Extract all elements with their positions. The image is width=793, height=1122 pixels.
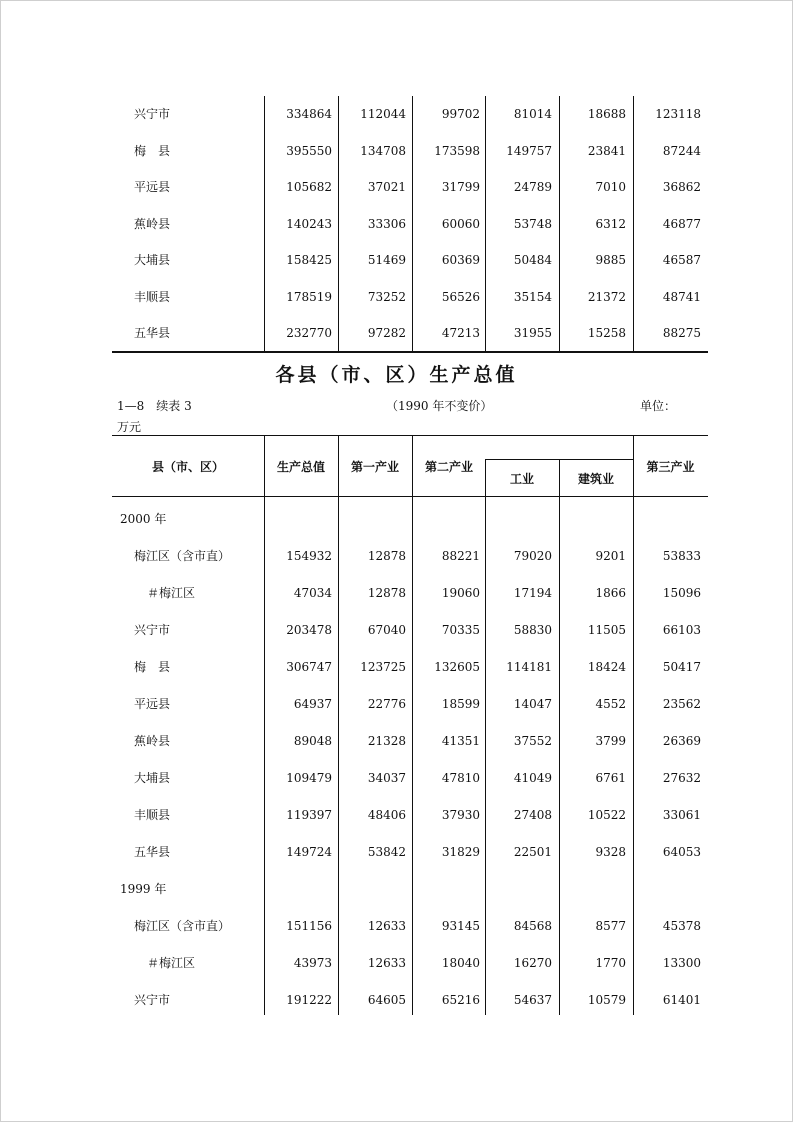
value-cell: 22501 bbox=[513, 845, 552, 859]
value-cell: 105682 bbox=[286, 180, 332, 194]
value-cell: 12633 bbox=[367, 956, 406, 970]
value-cell: 23841 bbox=[587, 143, 626, 158]
value-cell: 35154 bbox=[513, 289, 552, 304]
value-cell: 37021 bbox=[367, 180, 406, 194]
header-primary: 第一产业 bbox=[350, 460, 399, 474]
county-name: 2000 年 bbox=[120, 512, 167, 526]
value-cell: 123118 bbox=[655, 107, 701, 121]
value-cell: 306747 bbox=[286, 660, 332, 674]
county-name: 平远县 bbox=[134, 180, 171, 194]
county-name: 蕉岭县 bbox=[134, 734, 171, 748]
column-rule bbox=[338, 436, 339, 497]
county-name: 兴宁市 bbox=[134, 993, 171, 1007]
value-cell: 26369 bbox=[662, 734, 701, 748]
value-cell: 151156 bbox=[286, 919, 332, 933]
value-cell: 60060 bbox=[441, 216, 480, 231]
value-cell: 395550 bbox=[286, 143, 332, 158]
value-cell: 27632 bbox=[662, 771, 701, 785]
value-cell: 48741 bbox=[662, 289, 701, 304]
header-tertiary: 第三产业 bbox=[646, 460, 695, 474]
value-cell: 134708 bbox=[360, 143, 406, 158]
value-cell: 41351 bbox=[441, 734, 480, 748]
value-cell: 27408 bbox=[513, 808, 552, 822]
value-cell: 81014 bbox=[513, 107, 552, 121]
table-row bbox=[112, 982, 708, 1019]
header-secondary: 第二产业 bbox=[424, 460, 473, 474]
value-cell: 191222 bbox=[286, 993, 332, 1007]
value-cell: 24789 bbox=[513, 180, 552, 194]
value-cell: 31829 bbox=[441, 845, 480, 859]
value-cell: 43973 bbox=[293, 956, 332, 970]
column-rule bbox=[485, 459, 486, 497]
county-name: 兴宁市 bbox=[134, 107, 171, 121]
county-name: 丰顺县 bbox=[134, 289, 171, 304]
county-name: 梅江区（含市直） bbox=[134, 919, 231, 933]
header-gdp: 生产总值 bbox=[276, 460, 325, 474]
value-cell: 112044 bbox=[360, 107, 406, 121]
table-number: 1—8 续表 3 bbox=[117, 399, 192, 413]
value-cell: 47213 bbox=[441, 326, 480, 340]
table-row bbox=[112, 945, 708, 982]
value-cell: 9328 bbox=[595, 845, 626, 859]
value-cell: 149724 bbox=[286, 845, 332, 859]
county-name: 蕉岭县 bbox=[134, 216, 171, 231]
header-top-rule bbox=[112, 435, 708, 436]
value-cell: 4552 bbox=[595, 697, 626, 711]
price-note: （1990 年不变价） bbox=[386, 399, 493, 413]
value-cell: 18688 bbox=[587, 107, 626, 121]
value-cell: 9201 bbox=[595, 549, 626, 563]
header-construction: 建筑业 bbox=[577, 472, 614, 486]
value-cell: 37552 bbox=[513, 734, 552, 748]
value-cell: 10522 bbox=[587, 808, 626, 822]
county-name: 五华县 bbox=[134, 326, 171, 340]
value-cell: 45378 bbox=[662, 919, 701, 933]
value-cell: 50417 bbox=[662, 660, 701, 674]
bottom-table bbox=[112, 497, 708, 1015]
value-cell: 109479 bbox=[286, 771, 332, 785]
top-table bbox=[112, 96, 708, 352]
value-cell: 10579 bbox=[587, 993, 626, 1007]
value-cell: 51469 bbox=[367, 253, 406, 267]
value-cell: 13300 bbox=[662, 956, 701, 970]
value-cell: 12878 bbox=[367, 549, 406, 563]
year-row bbox=[112, 501, 708, 538]
value-cell: 87244 bbox=[662, 143, 701, 158]
value-cell: 154932 bbox=[286, 549, 332, 563]
value-cell: 232770 bbox=[286, 326, 332, 340]
table-row bbox=[112, 649, 708, 686]
value-cell: 14047 bbox=[513, 697, 552, 711]
value-cell: 88221 bbox=[441, 549, 480, 563]
value-cell: 53833 bbox=[662, 549, 701, 563]
table-row bbox=[112, 169, 708, 206]
table-row bbox=[112, 686, 708, 723]
value-cell: 46587 bbox=[662, 253, 701, 267]
table-row bbox=[112, 315, 708, 352]
value-cell: 12878 bbox=[367, 586, 406, 600]
value-cell: 158425 bbox=[286, 253, 332, 267]
value-cell: 7010 bbox=[595, 180, 626, 194]
table-row bbox=[112, 279, 708, 316]
value-cell: 1866 bbox=[595, 586, 626, 600]
value-cell: 31955 bbox=[513, 326, 552, 340]
value-cell: 132605 bbox=[434, 660, 480, 674]
value-cell: 48406 bbox=[367, 808, 406, 822]
value-cell: 97282 bbox=[367, 326, 406, 340]
value-cell: 53842 bbox=[367, 845, 406, 859]
value-cell: 56526 bbox=[441, 289, 480, 304]
value-cell: 64053 bbox=[662, 845, 701, 859]
value-cell: 61401 bbox=[662, 993, 701, 1007]
value-cell: 88275 bbox=[662, 326, 701, 340]
value-cell: 23562 bbox=[662, 697, 701, 711]
value-cell: 65216 bbox=[441, 993, 480, 1007]
value-cell: 178519 bbox=[286, 289, 332, 304]
value-cell: 203478 bbox=[286, 623, 332, 637]
table-row bbox=[112, 242, 708, 279]
value-cell: 70335 bbox=[441, 623, 480, 637]
value-cell: 93145 bbox=[441, 919, 480, 933]
value-cell: 123725 bbox=[360, 660, 406, 674]
value-cell: 58830 bbox=[513, 623, 552, 637]
value-cell: 50484 bbox=[513, 253, 552, 267]
table-row bbox=[112, 797, 708, 834]
county-name: 梅县 bbox=[134, 143, 183, 158]
county-name: 梅县 bbox=[134, 660, 183, 674]
value-cell: 54637 bbox=[513, 993, 552, 1007]
table-row bbox=[112, 538, 708, 575]
value-cell: 6312 bbox=[595, 216, 626, 231]
value-cell: 47034 bbox=[293, 586, 332, 600]
value-cell: 84568 bbox=[513, 919, 552, 933]
top-table-bottom-rule bbox=[112, 351, 708, 353]
value-cell: 99702 bbox=[441, 107, 480, 121]
header-county: 县（市、区） bbox=[151, 460, 224, 474]
value-cell: 31799 bbox=[441, 180, 480, 194]
value-cell: 46877 bbox=[662, 216, 701, 231]
value-cell: 64937 bbox=[293, 697, 332, 711]
value-cell: 19060 bbox=[441, 586, 480, 600]
table-row bbox=[112, 723, 708, 760]
value-cell: 119397 bbox=[286, 808, 332, 822]
value-cell: 47810 bbox=[441, 771, 480, 785]
county-name: 1999 年 bbox=[120, 882, 167, 896]
value-cell: 15258 bbox=[587, 326, 626, 340]
value-cell: 21328 bbox=[367, 734, 406, 748]
value-cell: 18040 bbox=[441, 956, 480, 970]
county-name: 兴宁市 bbox=[134, 623, 171, 637]
value-cell: 3799 bbox=[595, 734, 626, 748]
value-cell: 18599 bbox=[441, 697, 480, 711]
value-cell: 67040 bbox=[367, 623, 406, 637]
value-cell: 334864 bbox=[286, 107, 332, 121]
column-rule bbox=[633, 436, 634, 497]
table-row bbox=[112, 133, 708, 170]
value-cell: 64605 bbox=[367, 993, 406, 1007]
unit-label: 单位： bbox=[640, 399, 677, 413]
value-cell: 17194 bbox=[513, 586, 552, 600]
value-cell: 173598 bbox=[434, 143, 480, 158]
value-cell: 114181 bbox=[506, 660, 552, 674]
county-name: ＃梅江区 bbox=[147, 586, 196, 600]
value-cell: 12633 bbox=[367, 919, 406, 933]
table-row bbox=[112, 612, 708, 649]
page-title: 各县（市、区）生产总值 bbox=[275, 364, 518, 386]
value-cell: 53748 bbox=[513, 216, 552, 231]
value-cell: 149757 bbox=[506, 143, 552, 158]
county-name: 大埔县 bbox=[134, 771, 171, 785]
value-cell: 79020 bbox=[513, 549, 552, 563]
value-cell: 34037 bbox=[367, 771, 406, 785]
county-name: ＃梅江区 bbox=[147, 956, 196, 970]
value-cell: 36862 bbox=[662, 180, 701, 194]
value-cell: 22776 bbox=[367, 697, 406, 711]
county-name: 大埔县 bbox=[134, 253, 171, 267]
value-cell: 15096 bbox=[662, 586, 701, 600]
value-cell: 33061 bbox=[662, 808, 701, 822]
column-rule bbox=[559, 459, 560, 497]
value-cell: 9885 bbox=[595, 253, 626, 267]
value-cell: 41049 bbox=[513, 771, 552, 785]
value-cell: 89048 bbox=[293, 734, 332, 748]
year-row bbox=[112, 871, 708, 908]
table-row bbox=[112, 96, 708, 133]
value-cell: 33306 bbox=[367, 216, 406, 231]
county-name: 五华县 bbox=[134, 845, 171, 859]
column-rule bbox=[412, 436, 413, 497]
value-cell: 60369 bbox=[441, 253, 480, 267]
value-cell: 6761 bbox=[595, 771, 626, 785]
unit-value: 万元 bbox=[117, 420, 142, 434]
table-row bbox=[112, 834, 708, 871]
county-name: 平远县 bbox=[134, 697, 171, 711]
county-name: 梅江区（含市直） bbox=[134, 549, 231, 563]
table-row bbox=[112, 206, 708, 243]
column-rule bbox=[264, 436, 265, 497]
value-cell: 66103 bbox=[662, 623, 701, 637]
table-row bbox=[112, 908, 708, 945]
value-cell: 11505 bbox=[587, 623, 626, 637]
value-cell: 18424 bbox=[587, 660, 626, 674]
value-cell: 1770 bbox=[595, 956, 626, 970]
value-cell: 16270 bbox=[513, 956, 552, 970]
value-cell: 37930 bbox=[441, 808, 480, 822]
value-cell: 21372 bbox=[587, 289, 626, 304]
table-row bbox=[112, 760, 708, 797]
header-industry: 工业 bbox=[509, 472, 534, 486]
county-name: 丰顺县 bbox=[134, 808, 171, 822]
table-row bbox=[112, 575, 708, 612]
value-cell: 140243 bbox=[286, 216, 332, 231]
value-cell: 8577 bbox=[595, 919, 626, 933]
value-cell: 73252 bbox=[367, 289, 406, 304]
